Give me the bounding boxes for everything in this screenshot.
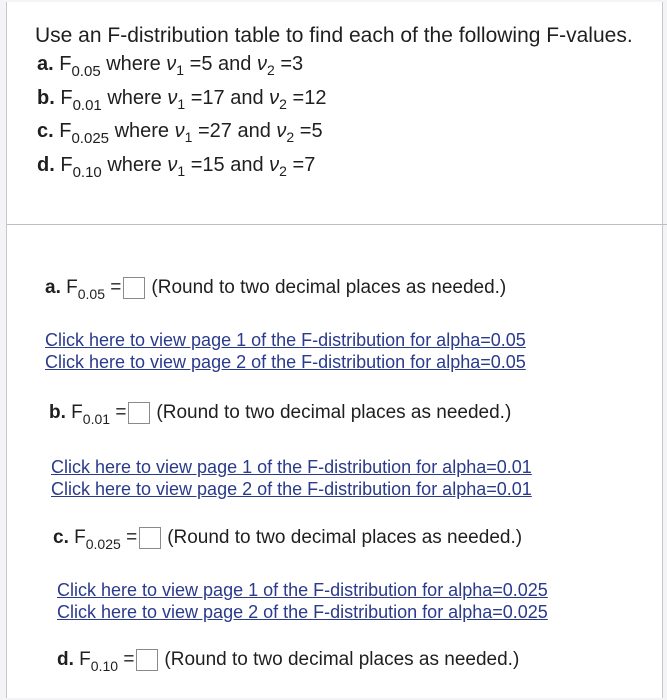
- nu-subscript: 2: [266, 62, 275, 78]
- nu2-value: 3: [292, 53, 304, 75]
- nu-symbol: ν: [276, 120, 287, 142]
- alpha-subscript: 0.10: [72, 163, 102, 181]
- table-page-1-link[interactable]: Click here to view page 1 of the F-distribution for alpha=0.01: [51, 457, 532, 477]
- nu-subscript: 2: [286, 129, 295, 145]
- table-page-1-link[interactable]: Click here to view page 1 of the F-distribution for alpha=0.05: [45, 330, 526, 350]
- equals-sign: =: [123, 649, 135, 670]
- where-text: where: [107, 153, 162, 176]
- nu-symbol: ν: [166, 53, 177, 75]
- and-text: and: [230, 86, 264, 109]
- nu-symbol: ν: [269, 86, 280, 109]
- equals-sign: =: [292, 86, 305, 109]
- rounding-note: (Round to two decimal places as needed.): [164, 649, 520, 670]
- answer-label: a.: [45, 277, 61, 298]
- question-part: [37, 82, 326, 116]
- answer-input[interactable]: [136, 649, 158, 671]
- table-page-2-link[interactable]: Click here to view page 2 of the F-distribution for alpha=0.01: [51, 479, 532, 499]
- and-text: and: [237, 120, 271, 142]
- question-part: [37, 115, 326, 149]
- nu-symbol: ν: [174, 120, 185, 142]
- section-divider: [7, 224, 667, 225]
- answer-input[interactable]: [123, 277, 145, 299]
- answer-row-d: [57, 649, 520, 674]
- table-page-1-link[interactable]: Click here to view page 1 of the F-distribution for alpha=0.025: [57, 580, 548, 600]
- and-text: and: [230, 153, 264, 176]
- equals-sign: =: [292, 153, 305, 176]
- answer-row-a: [45, 277, 507, 302]
- nu2-value: 5: [311, 120, 323, 142]
- equals-sign: =: [299, 120, 312, 142]
- part-label: a.: [37, 53, 54, 75]
- table-links-b: [51, 456, 532, 500]
- f-symbol: F: [66, 277, 78, 298]
- question-parts: [37, 48, 326, 182]
- part-label: d.: [37, 153, 55, 176]
- equals-sign: =: [280, 53, 292, 75]
- nu2-value: 12: [304, 86, 327, 109]
- part-label: b.: [37, 86, 55, 109]
- nu-subscript: 1: [177, 162, 186, 179]
- equals-sign: =: [189, 53, 202, 75]
- equals-sign: =: [190, 153, 203, 176]
- alpha-subscript: 0.01: [72, 96, 102, 114]
- answer-label: d.: [57, 649, 74, 670]
- equals-sign: =: [197, 120, 210, 142]
- answer-input[interactable]: [128, 402, 150, 424]
- rounding-note: (Round to two decimal places as needed.): [151, 277, 507, 298]
- f-symbol: F: [59, 53, 72, 75]
- f-symbol: F: [59, 120, 72, 142]
- nu-subscript: 1: [184, 129, 193, 145]
- equals-sign: =: [190, 86, 203, 109]
- where-text: where: [106, 53, 161, 75]
- answer-row-c: [53, 527, 523, 552]
- and-text: and: [218, 53, 252, 75]
- nu1-value: 5: [201, 53, 213, 75]
- nu-symbol: ν: [269, 153, 280, 176]
- alpha-subscript: 0.10: [90, 658, 119, 674]
- table-page-2-link[interactable]: Click here to view page 2 of the F-distribution for alpha=0.05: [45, 352, 526, 372]
- equals-sign: =: [110, 277, 122, 298]
- equals-sign: =: [115, 402, 127, 423]
- part-label: c.: [37, 120, 54, 142]
- nu-symbol: ν: [256, 53, 267, 75]
- nu-subscript: 2: [279, 162, 287, 179]
- answer-label: b.: [49, 402, 66, 423]
- answer-input[interactable]: [139, 527, 161, 549]
- rounding-note: (Round to two decimal places as needed.): [156, 402, 512, 423]
- nu1-value: 27: [209, 120, 232, 142]
- f-symbol: F: [71, 402, 83, 423]
- rounding-note: (Round to two decimal places as needed.): [167, 527, 523, 548]
- table-page-2-link[interactable]: Click here to view page 2 of the F-distribution for alpha=0.025: [57, 602, 548, 622]
- table-links-a: [45, 329, 526, 373]
- alpha-subscript: 0.05: [77, 286, 105, 302]
- where-text: where: [114, 120, 170, 142]
- question-panel: [6, 2, 663, 698]
- f-symbol: F: [74, 527, 86, 548]
- nu-subscript: 2: [279, 95, 287, 112]
- question-part: [37, 149, 326, 183]
- answer-label: c.: [53, 527, 69, 548]
- alpha-subscript: 0.05: [71, 63, 101, 80]
- alpha-subscript: 0.01: [82, 411, 111, 427]
- nu-symbol: ν: [167, 153, 178, 176]
- nu-subscript: 1: [177, 95, 186, 112]
- where-text: where: [107, 86, 162, 109]
- table-links-c: [57, 579, 548, 623]
- f-symbol: F: [79, 649, 91, 670]
- nu1-value: 15: [202, 153, 225, 176]
- nu1-value: 17: [202, 86, 225, 109]
- f-symbol: F: [60, 86, 73, 109]
- nu2-value: 7: [304, 153, 316, 176]
- question-part: [37, 48, 326, 82]
- answer-row-b: [49, 402, 512, 427]
- nu-symbol: ν: [167, 86, 178, 109]
- equals-sign: =: [126, 527, 138, 548]
- alpha-subscript: 0.025: [85, 536, 121, 552]
- f-symbol: F: [60, 153, 73, 176]
- alpha-subscript: 0.025: [71, 130, 110, 147]
- nu-subscript: 1: [176, 62, 185, 78]
- question-prompt: Use an F-distribution table to find each of the following F-values.: [35, 24, 633, 47]
